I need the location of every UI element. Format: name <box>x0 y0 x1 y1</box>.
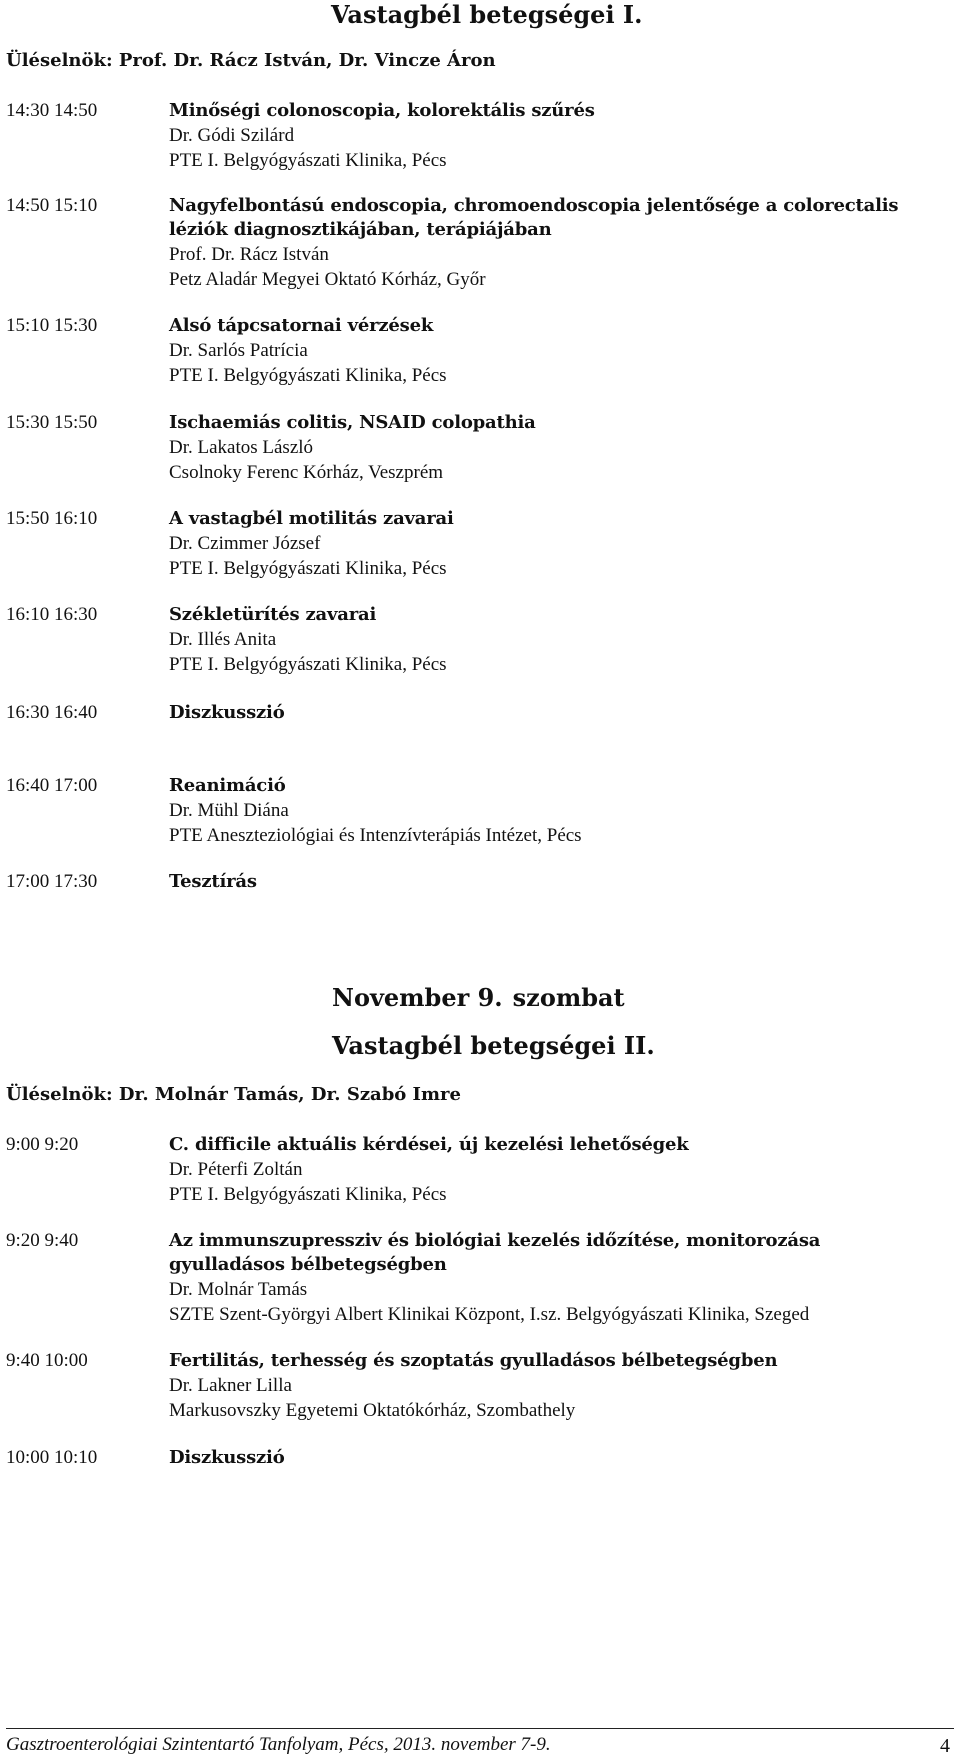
day-heading <box>332 983 625 1013</box>
session-chairs-1: Üléselnök: Prof. Dr. Rácz István, Dr. Vincze Áron <box>6 50 496 71</box>
day-date: November 9. <box>332 983 503 1012</box>
talk-title-continued: léziók diagnosztikájában, terápiájában <box>169 219 552 240</box>
institution: Petz Aladár Megyei Oktató Kórház, Győr <box>169 269 486 290</box>
section-title-1: Vastagbél betegségei I. <box>331 0 643 29</box>
talk-content <box>169 774 959 848</box>
talk-content <box>169 1349 959 1423</box>
institution: PTE I. Belgyógyászati Klinika, Pécs <box>169 558 447 579</box>
talk-content <box>169 870 959 894</box>
talk-content <box>169 1133 959 1207</box>
talk-title: Diszkusszió <box>169 1447 285 1468</box>
time-slot: 16:10 16:30 <box>6 604 98 625</box>
talk-content <box>169 194 959 292</box>
institution: Csolnoky Ferenc Kórház, Veszprém <box>169 462 444 483</box>
talk-content <box>169 1229 959 1327</box>
time-slot: 9:20 9:40 <box>6 1230 79 1251</box>
talk-content <box>169 1446 959 1470</box>
talk-title: Ischaemiás colitis, NSAID colopathia <box>169 412 536 433</box>
talk-title: Alsó tápcsatornai vérzések <box>169 315 434 336</box>
talk-content <box>169 314 959 388</box>
speaker-name: Prof. Dr. Rácz István <box>169 244 329 265</box>
time-slot: 15:30 15:50 <box>6 412 98 433</box>
talk-title: A vastagbél motilitás zavarai <box>169 508 454 529</box>
talk-content <box>169 507 959 581</box>
talk-title: Az immunszupressziv és biológiai kezelés időzítése, monitorozása <box>169 1230 821 1251</box>
talk-title-continued: gyulladásos bélbetegségben <box>169 1254 447 1275</box>
section-title-2: Vastagbél betegségei II. <box>332 1031 655 1060</box>
time-slot: 17:00 17:30 <box>6 871 98 892</box>
institution: PTE I. Belgyógyászati Klinika, Pécs <box>169 654 447 675</box>
talk-title: Fertilitás, terhesség és szoptatás gyulladásos bélbetegségben <box>169 1350 778 1371</box>
institution: PTE I. Belgyógyászati Klinika, Pécs <box>169 365 447 386</box>
footer-text: Gasztroenterológiai Szintentartó Tanfolyam, Pécs, 2013. november 7-9. <box>6 1734 551 1755</box>
time-slot: 15:10 15:30 <box>6 315 98 336</box>
talk-content <box>169 411 959 485</box>
talk-title: C. difficile aktuális kérdései, új kezelési lehetőségek <box>169 1134 689 1155</box>
time-slot: 14:50 15:10 <box>6 195 98 216</box>
speaker-name: Dr. Gódi Szilárd <box>169 125 295 146</box>
time-slot: 9:40 10:00 <box>6 1350 88 1371</box>
time-slot: 14:30 14:50 <box>6 100 98 121</box>
speaker-name: Dr. Lakner Lilla <box>169 1375 292 1396</box>
speaker-name: Dr. Czimmer József <box>169 533 321 554</box>
speaker-name: Dr. Lakatos László <box>169 437 314 458</box>
institution: PTE I. Belgyógyászati Klinika, Pécs <box>169 150 447 171</box>
speaker-name: Dr. Illés Anita <box>169 629 277 650</box>
speaker-name: Dr. Sarlós Patrícia <box>169 340 308 361</box>
day-weekday: szombat <box>512 983 625 1012</box>
time-slot: 16:30 16:40 <box>6 702 98 723</box>
institution: PTE I. Belgyógyászati Klinika, Pécs <box>169 1184 447 1205</box>
talk-content <box>169 603 959 677</box>
session-chairs-2: Üléselnök: Dr. Molnár Tamás, Dr. Szabó Imre <box>6 1084 461 1105</box>
institution: SZTE Szent-Györgyi Albert Klinikai Központ, I.sz. Belgyógyászati Klinika, Szeged <box>169 1304 810 1325</box>
talk-title: Nagyfelbontású endoscopia, chromoendoscopia jelentősége a colorectalis <box>169 195 899 216</box>
speaker-name: Dr. Péterfi Zoltán <box>169 1159 303 1180</box>
time-slot: 15:50 16:10 <box>6 508 98 529</box>
talk-title: Tesztírás <box>169 871 257 892</box>
talk-title: Székletürítés zavarai <box>169 604 377 625</box>
footer-divider <box>6 1728 954 1729</box>
talk-content <box>169 99 959 173</box>
talk-title: Diszkusszió <box>169 702 285 723</box>
talk-title: Minőségi colonoscopia, kolorektális szűrés <box>169 100 595 121</box>
talk-title: Reanimáció <box>169 775 286 796</box>
page-number: 4 <box>940 1735 950 1757</box>
speaker-name: Dr. Molnár Tamás <box>169 1279 308 1300</box>
time-slot: 10:00 10:10 <box>6 1447 98 1468</box>
time-slot: 16:40 17:00 <box>6 775 98 796</box>
talk-content <box>169 701 959 725</box>
institution: Markusovszky Egyetemi Oktatókórház, Szombathely <box>169 1400 576 1421</box>
institution: PTE Aneszteziológiai és Intenzívterápiás Intézet, Pécs <box>169 825 582 846</box>
time-slot: 9:00 9:20 <box>6 1134 79 1155</box>
speaker-name: Dr. Mühl Diána <box>169 800 289 821</box>
